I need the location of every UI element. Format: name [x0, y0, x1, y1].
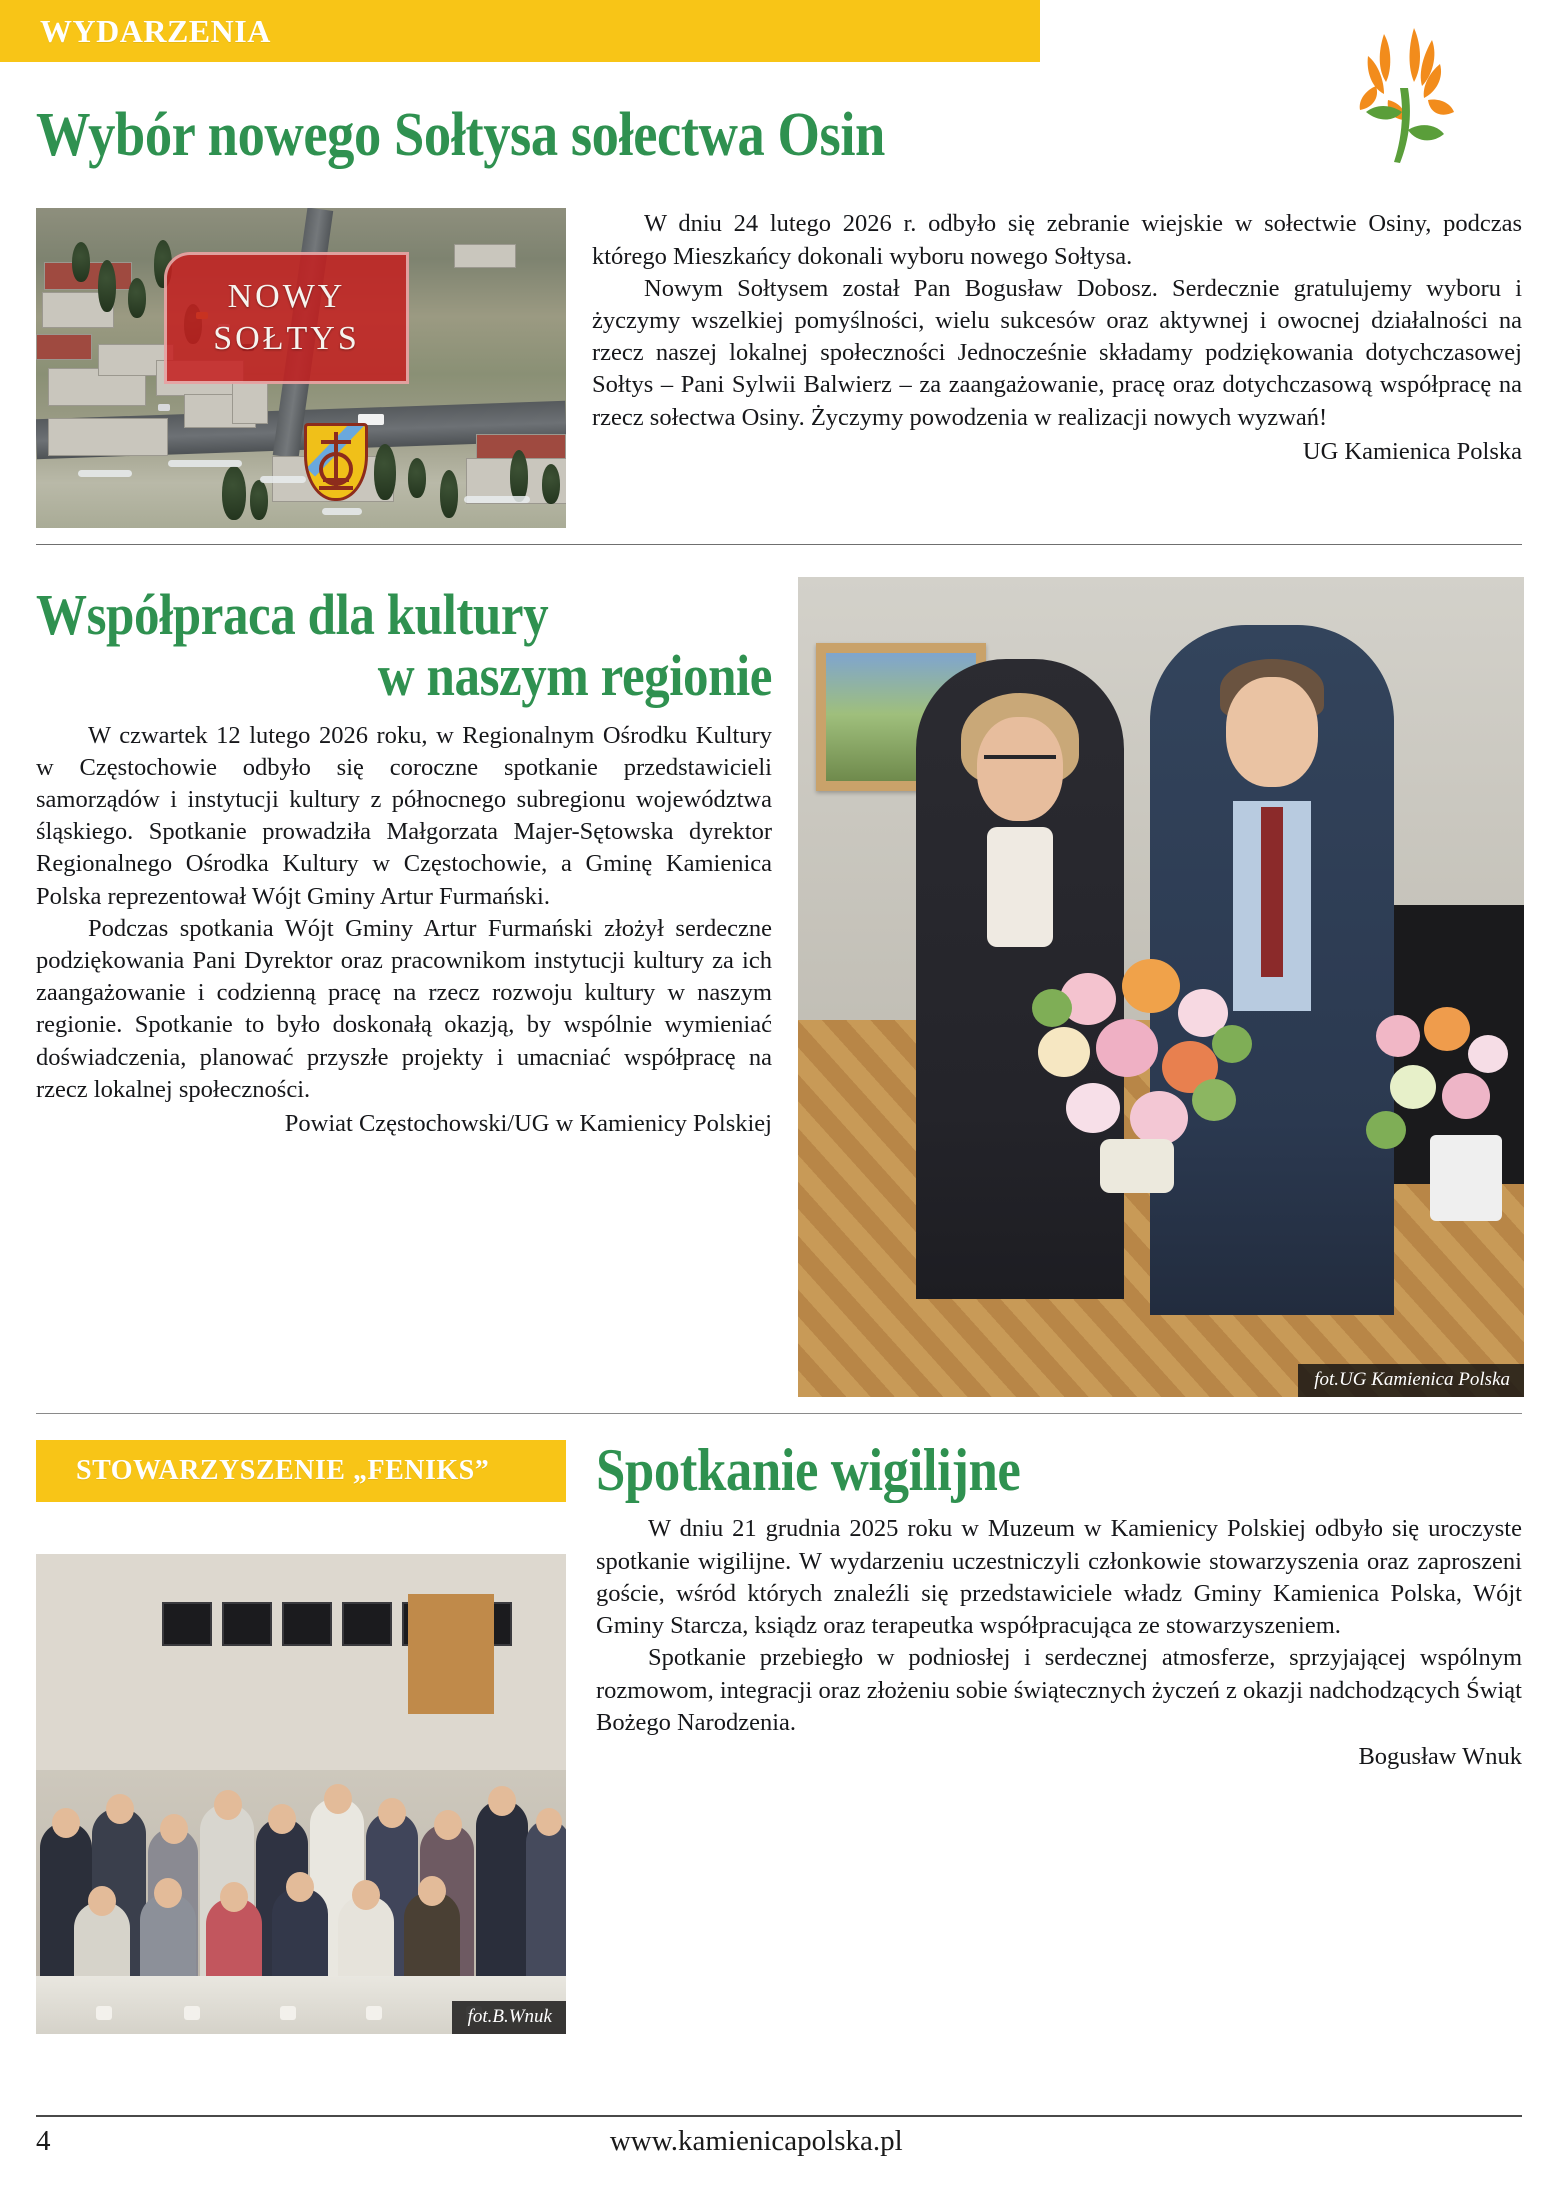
article-1-signature: UG Kamienica Polska: [1302, 437, 1522, 465]
article-3-paragraph-1: W dniu 21 grudnia 2025 roku w Muzeum w Kamienicy Polskiej odbyło się uroczyste spotkanie wigilijne. W wydarzeniu uczestniczyli członkowie stowarzyszenia oraz zaproszeni goście, wśród których znaleźli się przedstawiciele władz Gminy Kamienica Polska, Wójt Gminy Starcza, ksiądz oraz terapeutka współpracująca ze stowarzyszeniem.: [596, 1515, 1522, 1640]
overlay-line-1: NOWY: [227, 277, 346, 315]
photo-bouquet: [1026, 949, 1276, 1199]
page-number: 4: [36, 2125, 51, 2157]
section-banner-feniks-label: STOWARZYSZENIE „FENIKS”: [76, 1455, 490, 1487]
footer-website: www.kamienicapolska.pl: [609, 2125, 903, 2157]
divider-after-article-2: [36, 1413, 1522, 1414]
flower-logo-icon: [1328, 26, 1496, 166]
article-3-paragraph-2: Spotkanie przebiegło w podniosłej i serdecznej atmosferze, sprzyjającej wspólnym rozmowom, integracji oraz złożeniu sobie świątecznych życzeń z okazji nadchodzących Świąt Bożego Narodzenia.: [596, 1644, 1522, 1736]
article-3-photo-caption: fot.B.Wnuk: [452, 2001, 566, 2034]
article-2-paragraph-2: Podczas spotkania Wójt Gminy Artur Furmański złożył serdeczne podziękowania Pani Dyrektor oraz pracownikom instytucji kultury za ich zaangażowanie i codzienną pracę na rzecz rozwoju kultury w naszym regionie. Spotkanie to było doskonałą okazją, by wspólnie wymieniać doświadczenia, planować przyszłe projekty i umacniać współpracę na rzecz lokalnej społeczności.: [36, 914, 772, 1103]
page-footer: [36, 2115, 1522, 2158]
article-2-photo-award-ceremony: [798, 577, 1524, 1397]
article-3-body: [596, 1513, 1522, 1773]
article-3-signature: Bogusław Wnuk: [1358, 1742, 1522, 1770]
feniks-column: [36, 1440, 566, 2034]
article-1-photo-wrapper: [36, 208, 566, 528]
article-2-headline-line-1: Współpraca dla kultury: [36, 582, 549, 648]
article-1-paragraph-1: W dniu 24 lutego 2026 r. odbyło się zebranie wiejskie w sołectwie Osiny, podczas którego Mieszkańcy dokonali wyboru nowego Sołtysa.: [592, 210, 1522, 270]
article-2-headline-line-2: w naszym regionie: [377, 643, 772, 709]
article-1-paragraph-2: Nowym Sołtysem został Pan Bogusław Dobosz. Serdecznie gratulujemy wyboru i życzymy wszelkiej pomyślności, wielu sukcesów oraz aktywnej i owocnej działalności na rzecz naszej lokalnej społeczności Jednocześnie składamy podziękowania dotychczasowej Sołtys – Pani Sylwii Balwierz – za zaangażowanie, pracę oraz dotychczasową współpracę na rzecz sołectwa Osiny. Życzymy powodzenia w realizacji nowych wyzwań!: [592, 274, 1522, 431]
article-1-headline: Wybór nowego Sołtysa sołectwa Osin: [36, 100, 885, 169]
article-2-photo-wrapper: [798, 577, 1524, 1397]
article-3-text-column: [596, 1437, 1522, 1773]
article-1-photo-overlay: [164, 252, 409, 384]
article-2-body: [36, 720, 772, 1141]
article-1-body: [592, 208, 1522, 528]
overlay-line-2: SOŁTYS: [213, 320, 360, 358]
article-1-photo-aerial-village: [36, 208, 566, 528]
article-1: [36, 100, 1522, 529]
footer-divider: [36, 2115, 1522, 2117]
section-banner-events-label: WYDARZENIA: [40, 12, 271, 49]
article-3-photo-group: [36, 1554, 566, 2034]
divider-after-article-1: [36, 544, 1522, 545]
section-banner-events: [0, 0, 1040, 62]
article-2-photo-caption: fot.UG Kamienica Polska: [1298, 1364, 1524, 1397]
section-banner-feniks: [36, 1440, 566, 1502]
article-2-text-column: [36, 567, 772, 1140]
article-2: [36, 567, 1522, 1397]
article-2-signature: Powiat Częstochowski/UG w Kamienicy Polskiej: [284, 1110, 772, 1138]
article-3-section: [36, 1437, 1522, 2034]
article-3-headline: Spotkanie wigilijne: [596, 1437, 1021, 1504]
article-2-paragraph-1: W czwartek 12 lutego 2026 roku, w Regionalnym Ośrodku Kultury w Częstochowie odbyło się coroczne spotkanie przedstawicieli samorządów i instytucji kultury z północnego subregionu województwa śląskiego. Spotkanie prowadziła Małgorzata Majer-Sętowska dyrektor Regionalnego Ośrodka Kultury w Częstochowie, a Gminę Kamienica Polska reprezentował Wójt Gminy Artur Furmański.: [36, 721, 772, 910]
